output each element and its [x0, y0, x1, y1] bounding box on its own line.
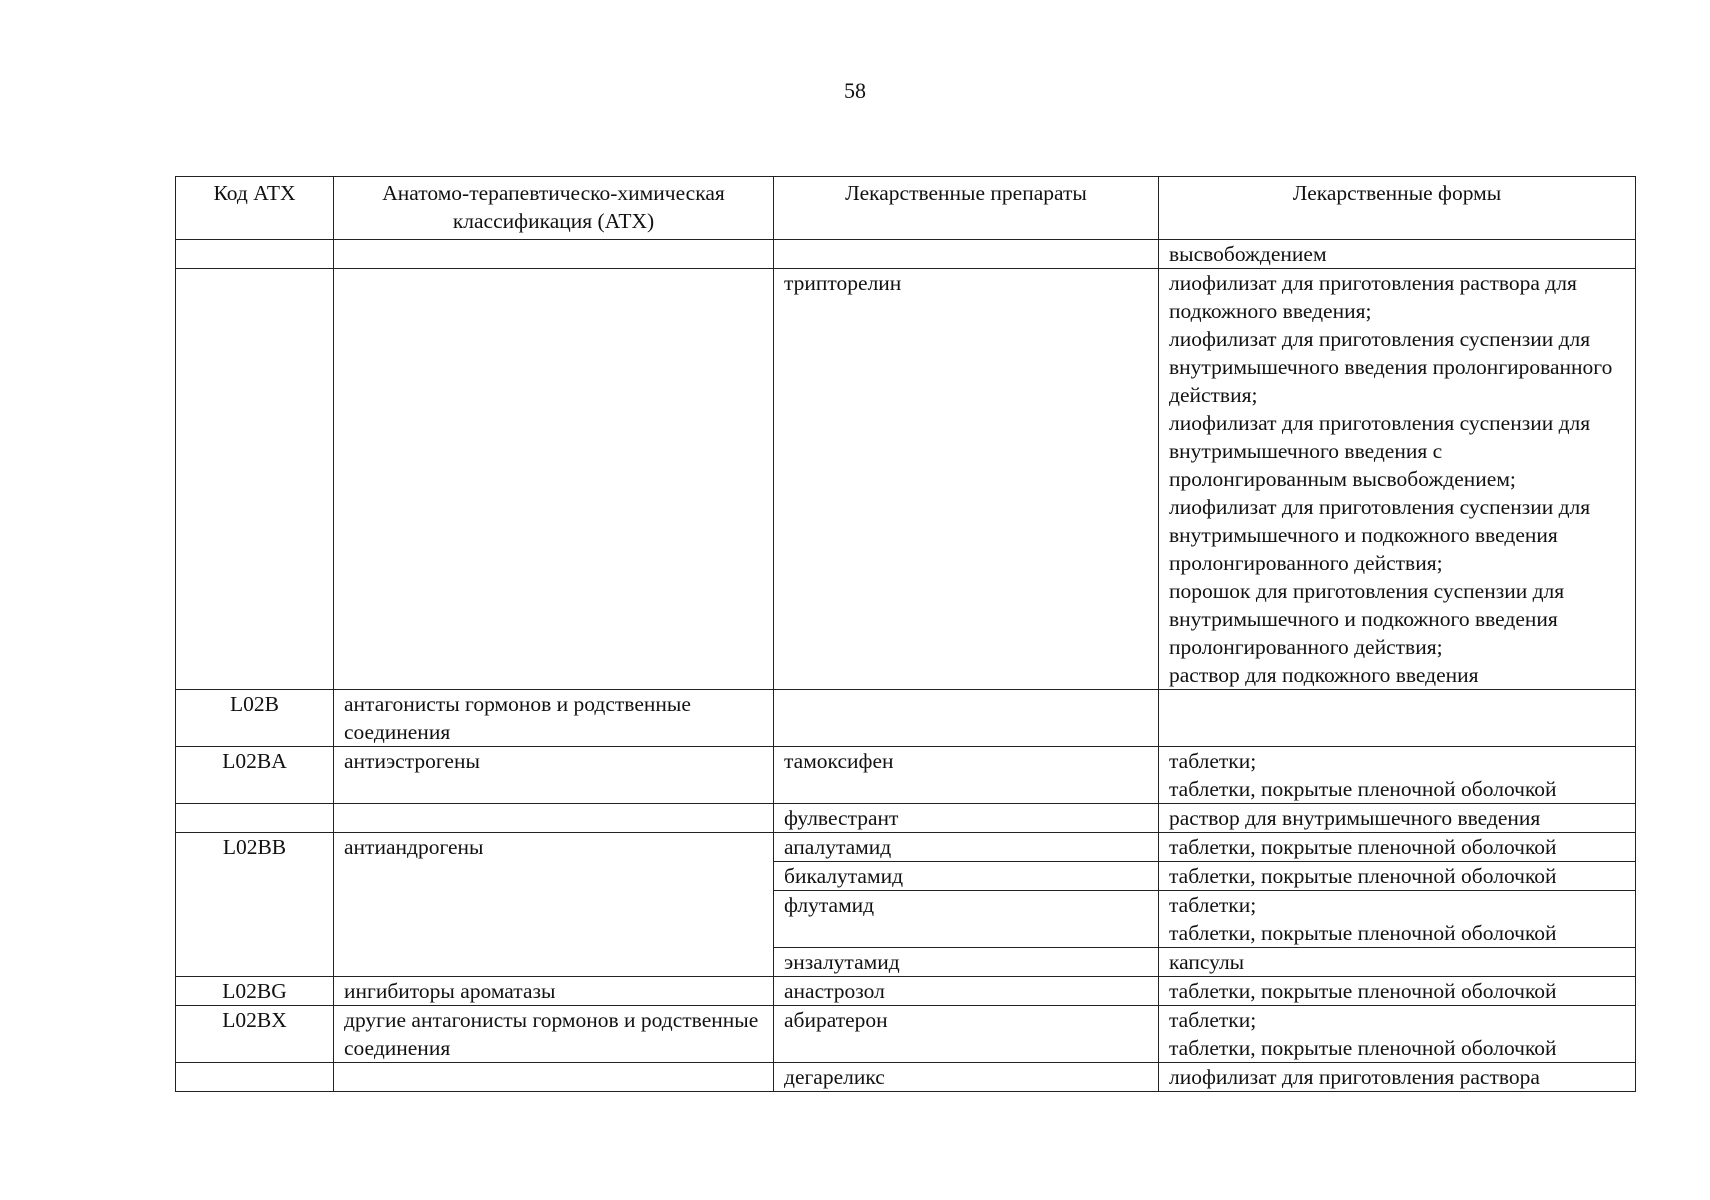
table-row: [176, 747, 1636, 804]
classification-cell: антагонисты гормонов и родственные соединения: [334, 690, 774, 747]
classification-cell: [334, 240, 774, 269]
forms-cell: [1159, 690, 1636, 747]
form-line: лиофилизат для приготовления раствора: [1169, 1065, 1540, 1089]
form-line: таблетки;: [1169, 893, 1257, 917]
drug-cell: бикалутамид: [774, 862, 1159, 891]
table-header-row: [176, 177, 1636, 240]
drug-cell: энзалутамид: [774, 948, 1159, 977]
forms-cell: [1159, 1063, 1636, 1092]
page-number: 58: [844, 78, 866, 103]
code-cell: [176, 1063, 334, 1092]
drug-cell: абиратерон: [774, 1006, 1159, 1063]
forms-cell: [1159, 804, 1636, 833]
table-row: [176, 804, 1636, 833]
table-row: [176, 833, 1636, 862]
table-row: [176, 1006, 1636, 1063]
drug-cell: тамоксифен: [774, 747, 1159, 804]
drug-cell: апалутамид: [774, 833, 1159, 862]
forms-cell: [1159, 862, 1636, 891]
drug-cell: дегареликс: [774, 1063, 1159, 1092]
code-cell: L02BX: [176, 1006, 334, 1063]
classification-cell: [334, 269, 774, 690]
table-row: [176, 1063, 1636, 1092]
classification-cell: [334, 1063, 774, 1092]
forms-cell: [1159, 269, 1636, 690]
form-line: лиофилизат для приготовления суспензии для внутримышечного введения пролонгированного действия;: [1169, 327, 1613, 407]
drug-cell: флутамид: [774, 891, 1159, 948]
drug-cell: фулвестрант: [774, 804, 1159, 833]
form-line: раствор для подкожного введения: [1169, 663, 1479, 687]
header-drugs: Лекарственные препараты: [774, 177, 1159, 240]
form-line: порошок для приготовления суспензии для внутримышечного и подкожного введения пролонгированного действия;: [1169, 579, 1565, 659]
forms-cell: [1159, 833, 1636, 862]
table-row: [176, 977, 1636, 1006]
classification-cell: антиэстрогены: [334, 747, 774, 804]
form-line: таблетки;: [1169, 749, 1257, 773]
form-line: лиофилизат для приготовления суспензии для внутримышечного введения с пролонгированным высвобождением;: [1169, 411, 1591, 491]
code-cell: [176, 240, 334, 269]
forms-cell: [1159, 1006, 1636, 1063]
form-line: таблетки, покрытые пленочной оболочкой: [1169, 835, 1557, 859]
form-line: таблетки, покрытые пленочной оболочкой: [1169, 1036, 1557, 1060]
classification-cell: [334, 804, 774, 833]
classification-cell: ингибиторы ароматазы: [334, 977, 774, 1006]
form-line: раствор для внутримышечного введения: [1169, 806, 1541, 830]
form-line: таблетки, покрытые пленочной оболочкой: [1169, 864, 1557, 888]
form-line: капсулы: [1169, 950, 1245, 974]
form-line: таблетки, покрытые пленочной оболочкой: [1169, 777, 1557, 801]
code-cell: L02B: [176, 690, 334, 747]
form-line: высвобождением: [1169, 242, 1327, 266]
form-line: таблетки;: [1169, 1008, 1257, 1032]
form-line: лиофилизат для приготовления раствора для подкожного введения;: [1169, 271, 1577, 323]
form-line: таблетки, покрытые пленочной оболочкой: [1169, 921, 1557, 945]
table-row: [176, 240, 1636, 269]
form-line: таблетки, покрытые пленочной оболочкой: [1169, 979, 1557, 1003]
forms-cell: [1159, 240, 1636, 269]
drug-cell: [774, 690, 1159, 747]
drug-cell: [774, 240, 1159, 269]
atx-table: [175, 176, 1636, 1092]
forms-cell: [1159, 977, 1636, 1006]
classification-cell: другие антагонисты гормонов и родственные соединения: [334, 1006, 774, 1063]
code-cell: L02BB: [176, 833, 334, 977]
forms-cell: [1159, 891, 1636, 948]
code-cell: [176, 804, 334, 833]
table-row: [176, 269, 1636, 690]
forms-cell: [1159, 948, 1636, 977]
drug-cell: анастрозол: [774, 977, 1159, 1006]
header-classification: Анатомо-терапевтическо-химическая классификация (АТХ): [334, 177, 774, 240]
code-cell: L02BG: [176, 977, 334, 1006]
forms-cell: [1159, 747, 1636, 804]
classification-cell: антиандрогены: [334, 833, 774, 977]
code-cell: L02BA: [176, 747, 334, 804]
header-forms: Лекарственные формы: [1159, 177, 1636, 240]
code-cell: [176, 269, 334, 690]
form-line: лиофилизат для приготовления суспензии для внутримышечного и подкожного введения пролонгированного действия;: [1169, 495, 1591, 575]
drug-cell: трипторелин: [774, 269, 1159, 690]
table-row: [176, 690, 1636, 747]
header-code: Код АТХ: [176, 177, 334, 240]
